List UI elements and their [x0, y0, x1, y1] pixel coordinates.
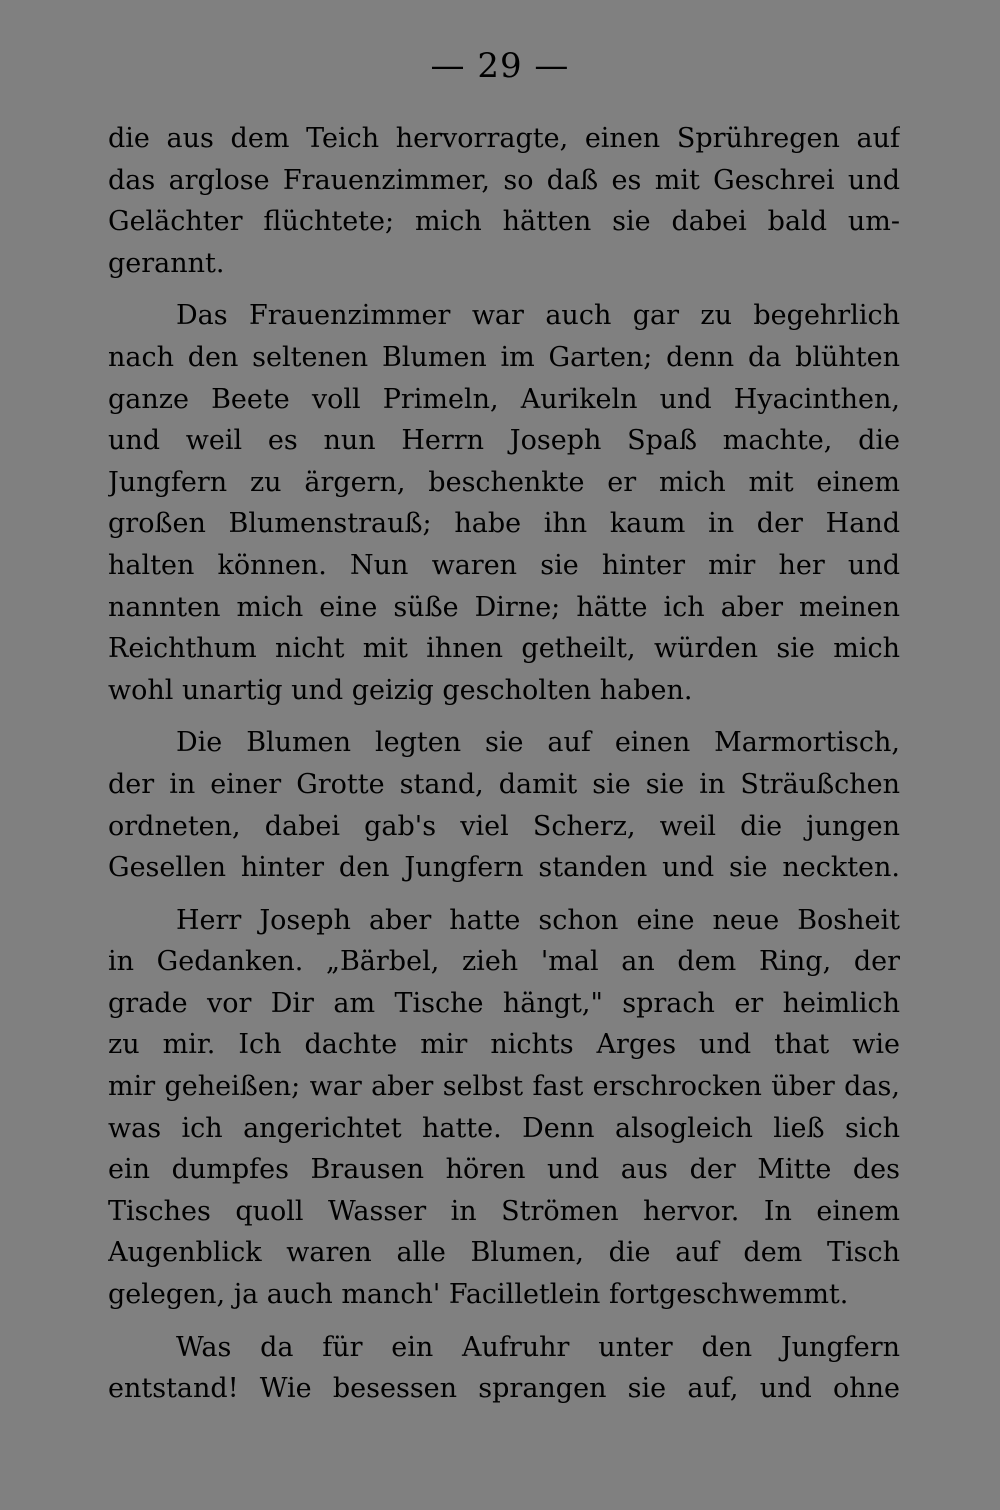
text-line: was ich angerichtet hatte. Denn alsogleich ließ sich	[108, 1112, 900, 1144]
paragraph	[108, 118, 900, 284]
text-line: der in einer Grotte stand, damit sie sie in Sträußchen	[108, 768, 900, 800]
text-line: Jungfern zu ärgern, beschenkte er mich mit einem	[108, 466, 900, 498]
paragraph	[108, 1327, 900, 1410]
text-line: das arglose Frauenzimmer, so daß es mit Geschrei und	[108, 164, 900, 196]
text-line: in Gedanken. „Bärbel, zieh 'mal an dem Ring, der	[108, 946, 900, 978]
text-line: Reichthum nicht mit ihnen getheilt, würden sie mich	[108, 633, 900, 665]
text-block	[108, 118, 900, 1410]
paragraph	[108, 900, 900, 1316]
text-line: ganze Beete voll Primeln, Aurikeln und Hyacinthen,	[108, 383, 900, 415]
page-number: — 29 —	[430, 46, 570, 86]
paragraph	[108, 295, 900, 711]
text-line: Augenblick waren alle Blumen, die auf dem Tisch	[108, 1237, 900, 1269]
text-line: Das Frauenzimmer war auch gar zu begehrlich	[176, 300, 900, 332]
text-line: ein dumpfes Brausen hören und aus der Mitte des	[108, 1154, 900, 1186]
text-line: wohl unartig und geizig gescholten haben.	[108, 674, 693, 706]
text-line: nannten mich eine süße Dirne; hätte ich aber meinen	[108, 591, 900, 623]
text-line: die aus dem Teich hervorragte, einen Sprühregen auf	[108, 123, 900, 154]
text-line: mir geheißen; war aber selbst fast erschrocken über das,	[108, 1071, 900, 1103]
text-line: grade vor Dir am Tische hängt," sprach er heimlich	[108, 987, 900, 1019]
text-line: nach den seltenen Blumen im Garten; denn da blühten	[108, 341, 900, 373]
text-line: und weil es nun Herrn Joseph Spaß machte, die	[108, 425, 900, 457]
text-line: zu mir. Ich dachte mir nichts Arges und that wie	[108, 1029, 900, 1061]
text-line: Gelächter flüchtete; mich hätten sie dabei bald um-	[108, 206, 900, 238]
text-line: Gesellen hinter den Jungfern standen und sie neckten.	[108, 852, 900, 884]
text-line: Die Blumen legten sie auf einen Marmortisch,	[176, 727, 900, 759]
text-line: Herr Joseph aber hatte schon eine neue Bosheit	[176, 904, 900, 936]
text-line: halten können. Nun waren sie hinter mir her und	[108, 549, 900, 581]
text-line: gerannt.	[108, 247, 225, 279]
text-line: entstand! Wie besessen sprangen sie auf, und ohne	[108, 1373, 900, 1405]
paragraph	[108, 722, 900, 888]
text-line: gelegen, ja auch manch' Facilletlein fortgeschwemmt.	[108, 1279, 849, 1311]
text-line: Was da für ein Aufruhr unter den Jungfern	[176, 1331, 900, 1363]
text-line: großen Blumenstrauß; habe ihn kaum in der Hand	[108, 508, 900, 540]
text-line: ordneten, dabei gab's viel Scherz, weil die jungen	[108, 810, 900, 842]
text-line: Tisches quoll Wasser in Strömen hervor. In einem	[108, 1195, 900, 1227]
